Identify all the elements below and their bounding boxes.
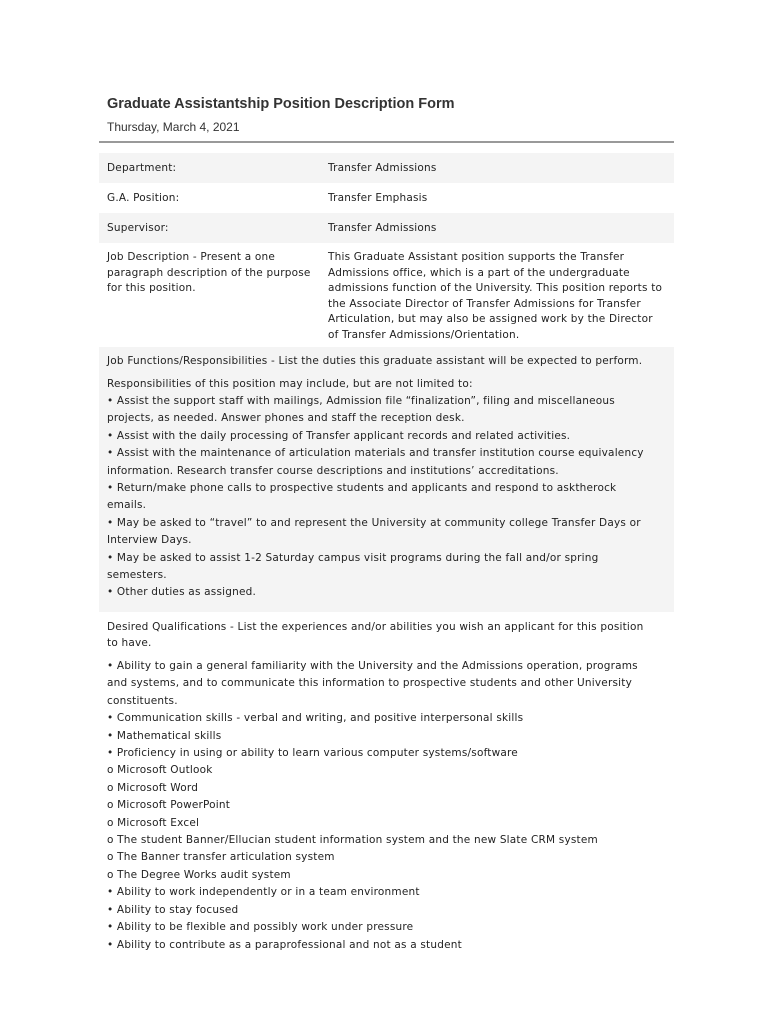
list-item: • Assist the support staff with mailings, Admission file “finalization”, filing and miscellaneous: [107, 394, 615, 407]
list-item: emails.: [107, 499, 147, 512]
list-item: o Microsoft Outlook: [107, 764, 213, 777]
qualifications-heading-line: to have.: [107, 636, 152, 649]
list-item: • Ability to stay focused: [107, 903, 239, 916]
list-item: • May be asked to assist 1-2 Saturday campus visit programs during the fall and/or spring: [107, 551, 599, 564]
list-item: • Mathematical skills: [107, 729, 222, 742]
qualifications-list: [107, 658, 664, 954]
list-item: semesters.: [107, 568, 167, 581]
qualifications-heading: [107, 620, 664, 651]
list-item: Interview Days.: [107, 534, 192, 547]
list-item: • Ability to gain a general familiarity with the University and the Admissions operation, programs: [107, 660, 638, 672]
list-item: projects, as needed. Answer phones and staff the reception desk.: [107, 412, 465, 425]
department-row: [99, 153, 674, 183]
list-item: o Microsoft Word: [107, 781, 199, 794]
supervisor-value: Transfer Admissions: [328, 222, 437, 234]
form-header: [107, 95, 673, 135]
department-label: Department:: [107, 162, 177, 174]
list-item: • Return/make phone calls to prospective students and applicants and respond to asktherock: [107, 481, 617, 494]
form-title: Graduate Assistantship Position Description Form: [107, 96, 455, 112]
list-item: • May be asked to “travel” to and represent the University at community college Transfer Days or: [107, 516, 641, 529]
list-item: o The student Banner/Ellucian student information system and the new Slate CRM system: [107, 834, 598, 847]
job-description-row: [99, 243, 674, 347]
qualifications-section: [99, 612, 674, 954]
list-item: information. Research transfer course descriptions and institutions’ accreditations.: [107, 464, 559, 477]
position-details-table: [99, 153, 674, 954]
job-functions-heading: Job Functions/Responsibilities - List the duties this graduate assistant will be expected to perform.: [107, 355, 643, 367]
list-item: o The Banner transfer articulation system: [107, 851, 335, 864]
list-item: • Assist with the maintenance of articulation materials and transfer institution course equivalency: [107, 447, 644, 460]
job-functions-section: [99, 347, 674, 612]
supervisor-row: [99, 213, 674, 243]
list-item: • Assist with the daily processing of Transfer applicant records and related activities.: [107, 429, 571, 442]
form-date: Thursday, March 4, 2021: [107, 120, 240, 134]
list-item: o The Degree Works audit system: [107, 868, 291, 881]
job-functions-list: [107, 376, 664, 602]
list-item: • Communication skills - verbal and writing, and positive interpersonal skills: [107, 712, 524, 725]
header-divider: [99, 141, 674, 143]
list-item: • Other duties as assigned.: [107, 586, 257, 599]
list-item: • Ability to work independently or in a team environment: [107, 886, 420, 899]
position-label: G.A. Position:: [107, 192, 180, 204]
qualifications-heading-line: Desired Qualifications - List the experiences and/or abilities you wish an applicant for this position: [107, 621, 644, 633]
list-item: Responsibilities of this position may include, but are not limited to:: [107, 377, 473, 390]
job-description-label: Job Description - Present a one paragraph description of the purpose for this position.: [107, 251, 311, 294]
list-item: constituents.: [107, 694, 178, 707]
list-item: and systems, and to communicate this information to prospective students and other University: [107, 677, 632, 690]
position-value: Transfer Emphasis: [328, 192, 428, 204]
list-item: o Microsoft Excel: [107, 816, 200, 829]
department-value: Transfer Admissions: [328, 162, 437, 174]
list-item: • Proficiency in using or ability to learn various computer systems/software: [107, 747, 518, 760]
list-item: • Ability to be flexible and possibly work under pressure: [107, 921, 414, 934]
list-item: o Microsoft PowerPoint: [107, 799, 231, 812]
job-description-value: This Graduate Assistant position supports the Transfer Admissions office, which is a part of the undergraduate admissions function of the University. This position reports to the Associate Director of Transfer Admissions for Transfer Articulation, but may also be assigned work by the Director of Transfer Admissions/Orientation.: [328, 251, 663, 341]
list-item: • Ability to contribute as a paraprofessional and not as a student: [107, 938, 462, 951]
position-row: [99, 183, 674, 213]
supervisor-label: Supervisor:: [107, 222, 169, 234]
